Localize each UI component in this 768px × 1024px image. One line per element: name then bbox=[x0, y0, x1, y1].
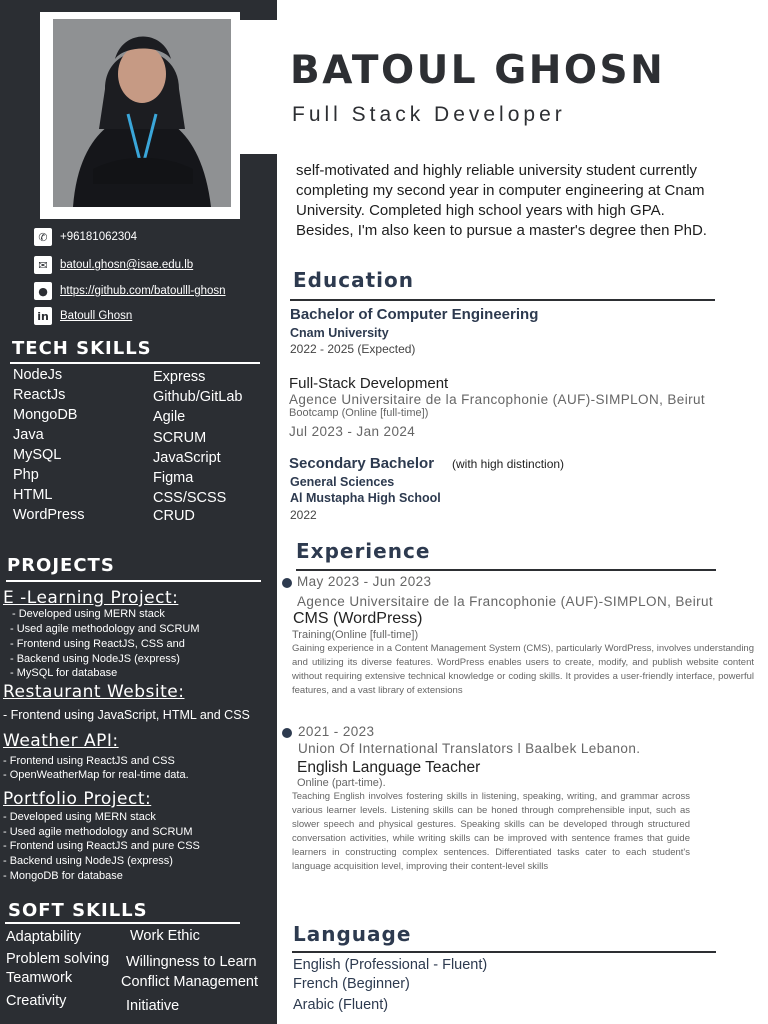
soft-skill-item: Conflict Management bbox=[121, 974, 259, 990]
skill-item: Php bbox=[13, 467, 39, 483]
profile-photo-frame bbox=[40, 12, 240, 219]
skill-item: Express bbox=[153, 369, 206, 385]
education-degree: Bachelor of Computer Engineering bbox=[290, 306, 539, 323]
education-title: Education bbox=[293, 268, 414, 292]
skill-item: CSS/SCSS bbox=[153, 490, 227, 506]
experience-dates: May 2023 - Jun 2023 bbox=[297, 574, 432, 589]
skill-item: MongoDB bbox=[13, 407, 78, 423]
skill-item: WordPress bbox=[13, 507, 85, 523]
skill-item: Figma bbox=[153, 470, 194, 486]
language-item: French (Beginner) bbox=[293, 976, 410, 992]
linkedin-icon: in bbox=[34, 307, 52, 325]
education-mode: Bootcamp (Online [full-time]) bbox=[289, 407, 429, 419]
project-bullet: - Backend using NodeJS (express) bbox=[3, 855, 173, 867]
soft-skill-item: Creativity bbox=[6, 993, 67, 1009]
tech-skills-title: TECH SKILLS bbox=[12, 338, 152, 359]
profile-summary: self-motivated and highly reliable university student currently completing my second year in computer engineering at Cnam University. Completed high school years with high GPA. Besides, I'm also keen to pursue a master's degree then PhD. bbox=[296, 162, 707, 239]
project-bullet: - Frontend using JavaScript, HTML and CSS bbox=[3, 708, 250, 722]
skill-item: ReactJs bbox=[13, 387, 66, 403]
project-bullet: - MongoDB for database bbox=[3, 870, 123, 882]
contact-phone bbox=[34, 228, 137, 246]
education-school: Cnam University bbox=[290, 326, 389, 340]
experience-title: Experience bbox=[296, 539, 431, 563]
experience-org: Agence Universitaire de la Francophonie (AUF)-SIMPLON, Beirut bbox=[297, 594, 714, 609]
candidate-role: Full Stack Developer bbox=[292, 103, 566, 126]
github-icon: ● bbox=[34, 282, 52, 300]
experience-role: CMS (WordPress) bbox=[293, 610, 423, 627]
soft-skills-title: SOFT SKILLS bbox=[8, 900, 148, 921]
skill-item: HTML bbox=[13, 487, 53, 503]
language-item: English (Professional - Fluent) bbox=[293, 957, 488, 973]
project-title-elearning: E -Learning Project: bbox=[3, 588, 179, 608]
project-bullet: - Backend using NodeJS (express) bbox=[10, 653, 180, 665]
skill-item: JavaScript bbox=[153, 450, 221, 466]
skill-item: NodeJs bbox=[13, 367, 63, 383]
project-title-restaurant: Restaurant Website: bbox=[3, 682, 185, 702]
linkedin-link[interactable]: Batoull Ghosn bbox=[60, 310, 133, 322]
experience-org: Union Of International Translators l Baalbek Lebanon. bbox=[298, 741, 641, 756]
github-link[interactable]: https://github.com/batoulll-ghosn bbox=[60, 285, 226, 297]
projects-divider bbox=[6, 580, 261, 582]
soft-skill-item: Adaptability bbox=[6, 929, 81, 945]
soft-skills-divider bbox=[5, 922, 240, 924]
education-org: Agence Universitaire de la Francophonie (AUF)-SIMPLON, Beirut bbox=[289, 392, 706, 407]
education-dates: Jul 2023 - Jan 2024 bbox=[289, 424, 416, 439]
skill-item: CRUD bbox=[153, 508, 195, 524]
project-bullet: - OpenWeatherMap for real-time data. bbox=[3, 769, 189, 781]
experience-dates: 2021 - 2023 bbox=[298, 724, 375, 739]
skill-item: Java bbox=[13, 427, 44, 443]
contact-email[interactable] bbox=[34, 256, 193, 274]
project-bullet: - Developed using MERN stack bbox=[3, 811, 156, 823]
language-divider bbox=[292, 951, 716, 953]
skill-item: SCRUM bbox=[153, 430, 207, 446]
soft-skill-item: Willingness to Learn bbox=[126, 954, 257, 970]
profile-photo bbox=[53, 19, 231, 207]
soft-skill-item: Teamwork bbox=[6, 970, 73, 986]
education-degree: Secondary Bachelor bbox=[289, 455, 435, 472]
language-title: Language bbox=[293, 922, 412, 946]
project-bullet: - MySQL for database bbox=[10, 667, 118, 679]
timeline-bullet bbox=[282, 578, 292, 588]
project-bullet: - Frontend using ReactJS and CSS bbox=[3, 755, 175, 767]
language-item: Arabic (Fluent) bbox=[293, 997, 389, 1013]
skill-item: Agile bbox=[153, 409, 186, 425]
project-bullet: - Frontend using ReactJS and pure CSS bbox=[3, 840, 200, 852]
soft-skill-item: Work Ethic bbox=[130, 928, 200, 944]
timeline-bullet bbox=[282, 728, 292, 738]
education-dates: 2022 - 2025 (Expected) bbox=[290, 342, 416, 356]
experience-description: Teaching English involves fostering skills in listening, speaking, writing, and grammar across various learner levels. Listening skills can be honed through comprehensible input, such as slower speech and physical gestures. Speaking skills can be developed through structured conversation activities, while writing skills can be improved with sentence frames that guide learners in constructing complex sentences. Differentiated tasks cater to each student's language acquisition level, improving their content-level skills bbox=[292, 791, 690, 872]
phone-icon: ✆ bbox=[34, 228, 52, 246]
experience-divider bbox=[296, 569, 716, 571]
education-year: 2022 bbox=[290, 508, 317, 522]
project-title-weather: Weather API: bbox=[3, 731, 119, 751]
soft-skill-item: Problem solving bbox=[6, 951, 110, 967]
candidate-name: BATOUL GHOSN bbox=[290, 48, 666, 93]
experience-description: Gaining experience in a Content Management System (CMS), particularly WordPress, involves understanding and utilizing its diverse features. WordPress enables users to create, modify, and publish website content without requiring extensive technical knowledge or coding skills. It provides a user-friendly interface, powerful features, and a vast library of extensions bbox=[292, 643, 754, 696]
experience-mode: Online (part-time). bbox=[297, 777, 386, 789]
sidebar bbox=[0, 0, 277, 1024]
education-school: Al Mustapha High School bbox=[290, 491, 441, 505]
tech-skills-divider bbox=[10, 362, 260, 364]
contact-github[interactable] bbox=[34, 282, 226, 300]
project-bullet: - Developed using MERN stack bbox=[12, 608, 165, 620]
projects-title: PROJECTS bbox=[7, 555, 115, 576]
skill-item: MySQL bbox=[13, 447, 62, 463]
experience-role: English Language Teacher bbox=[297, 759, 481, 776]
education-divider bbox=[290, 299, 715, 301]
education-distinction: (with high distinction) bbox=[452, 457, 565, 471]
project-bullet: - Used agile methodology and SCRUM bbox=[10, 623, 200, 635]
experience-mode: Training(Online [full-time]) bbox=[292, 629, 419, 641]
project-title-portfolio: Portfolio Project: bbox=[3, 789, 152, 809]
project-bullet: - Frontend using ReactJS, CSS and bbox=[10, 638, 185, 650]
education-field: General Sciences bbox=[290, 475, 395, 489]
mail-icon: ✉ bbox=[34, 256, 52, 274]
project-bullet: - Used agile methodology and SCRUM bbox=[3, 826, 193, 838]
skill-item: Github/GitLab bbox=[153, 389, 243, 405]
email-link[interactable]: batoul.ghosn@isae.edu.lb bbox=[60, 259, 194, 271]
header-accent-block bbox=[240, 20, 277, 154]
phone-text: +96181062304 bbox=[60, 231, 138, 243]
education-degree: Full-Stack Development bbox=[289, 375, 449, 392]
contact-linkedin[interactable] bbox=[34, 307, 132, 325]
soft-skill-item: Initiative bbox=[126, 998, 180, 1014]
